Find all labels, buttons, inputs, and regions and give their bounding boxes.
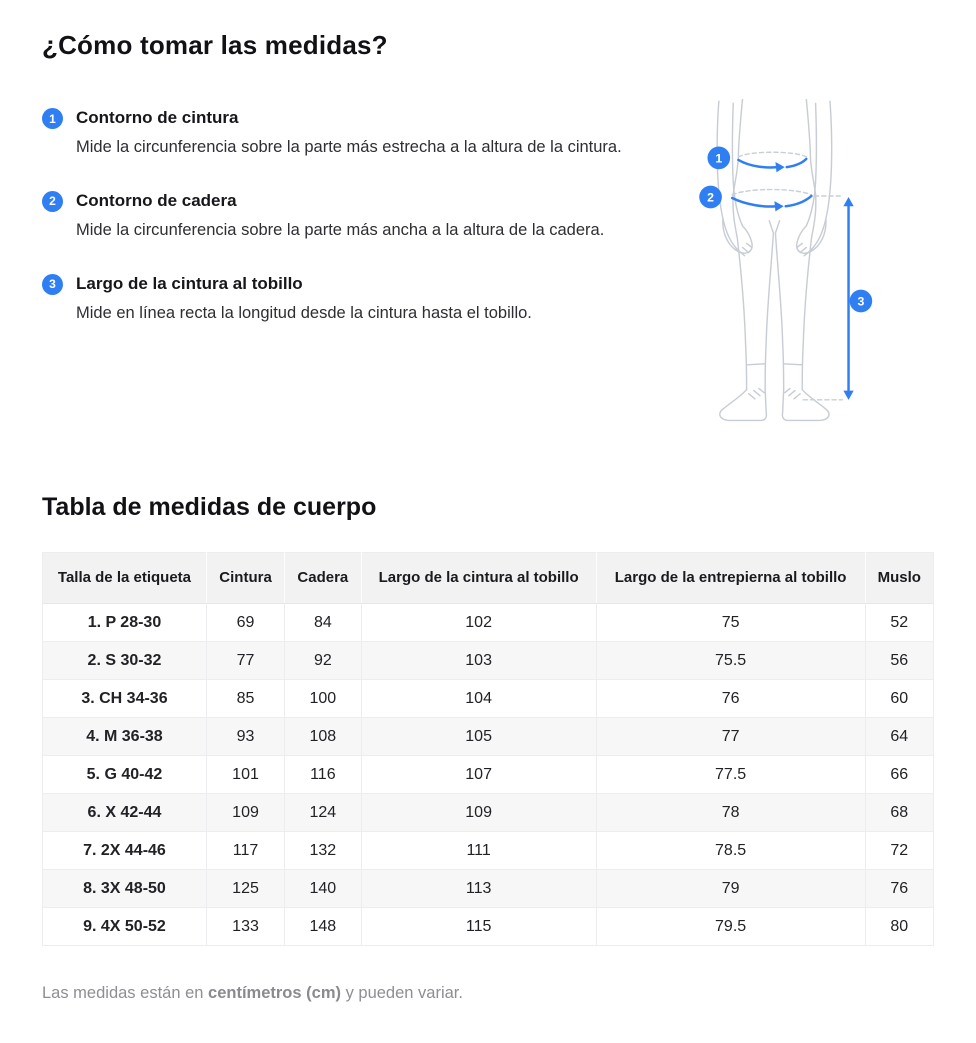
measurement-cell: 60 bbox=[865, 680, 933, 718]
measurement-cell: 148 bbox=[285, 908, 361, 946]
measurement-step bbox=[42, 273, 646, 326]
footnote-suffix: y pueden variar. bbox=[340, 984, 463, 1003]
size-label-cell: 7. 2X 44-46 bbox=[43, 832, 207, 870]
table-header-row bbox=[43, 553, 934, 604]
size-label-cell: 3. CH 34-36 bbox=[43, 680, 207, 718]
table-title: Tabla de medidas de cuerpo bbox=[42, 493, 377, 521]
measurement-cell: 104 bbox=[361, 680, 596, 718]
table-row bbox=[43, 870, 934, 908]
measurement-cell: 76 bbox=[865, 870, 933, 908]
column-header: Largo de la entrepierna al tobillo bbox=[596, 553, 865, 604]
svg-text:3: 3 bbox=[857, 294, 865, 309]
body-outline-illustration bbox=[717, 99, 832, 420]
measurement-cell: 105 bbox=[361, 718, 596, 756]
table-row bbox=[43, 908, 934, 946]
measurement-cell: 78 bbox=[596, 794, 865, 832]
table-row bbox=[43, 604, 934, 642]
column-header: Cadera bbox=[285, 553, 361, 604]
measurement-cell: 85 bbox=[206, 680, 284, 718]
table-row bbox=[43, 794, 934, 832]
measurement-cell: 93 bbox=[206, 718, 284, 756]
size-label-cell: 5. G 40-42 bbox=[43, 756, 207, 794]
measurement-cell: 77.5 bbox=[596, 756, 865, 794]
hip-arrow bbox=[732, 198, 776, 206]
table-row bbox=[43, 642, 934, 680]
step-description: Mide la circunferencia sobre la parte más ancha a la altura de la cadera. bbox=[76, 220, 605, 239]
table-row bbox=[43, 718, 934, 756]
measurement-cell: 84 bbox=[285, 604, 361, 642]
step-number-badge: 3 bbox=[42, 274, 63, 295]
column-header: Cintura bbox=[206, 553, 284, 604]
measurement-cell: 77 bbox=[206, 642, 284, 680]
size-label-cell: 1. P 28-30 bbox=[43, 604, 207, 642]
measurement-cell: 109 bbox=[206, 794, 284, 832]
measurement-cell: 79.5 bbox=[596, 908, 865, 946]
measurement-cell: 69 bbox=[206, 604, 284, 642]
footnote-prefix: Las medidas están en bbox=[42, 984, 209, 1003]
measurement-cell: 116 bbox=[285, 756, 361, 794]
size-label-cell: 8. 3X 48-50 bbox=[43, 870, 207, 908]
step-description: Mide en línea recta la longitud desde la cintura hasta el tobillo. bbox=[76, 303, 532, 322]
measurement-cell: 78.5 bbox=[596, 832, 865, 870]
step-title: Largo de la cintura al tobillo bbox=[76, 273, 303, 293]
table-head bbox=[43, 553, 934, 604]
measurement-cell: 80 bbox=[865, 908, 933, 946]
column-header: Largo de la cintura al tobillo bbox=[361, 553, 596, 604]
measurement-cell: 103 bbox=[361, 642, 596, 680]
size-label-cell: 4. M 36-38 bbox=[43, 718, 207, 756]
units-footnote bbox=[42, 984, 934, 1003]
measurement-cell: 111 bbox=[361, 832, 596, 870]
measurement-cell: 109 bbox=[361, 794, 596, 832]
measurement-cell: 75 bbox=[596, 604, 865, 642]
body-measurement-diagram bbox=[656, 99, 934, 439]
svg-text:1: 1 bbox=[715, 151, 723, 166]
footnote-units: centímetros (cm) bbox=[208, 984, 341, 1003]
measurement-cell: 64 bbox=[865, 718, 933, 756]
measurement-cell: 140 bbox=[285, 870, 361, 908]
measurement-cell: 76 bbox=[596, 680, 865, 718]
measurement-cell: 101 bbox=[206, 756, 284, 794]
measurement-cell: 124 bbox=[285, 794, 361, 832]
measurement-cell: 92 bbox=[285, 642, 361, 680]
step-number-badge: 1 bbox=[42, 108, 63, 129]
measurement-guide-dashes bbox=[732, 152, 842, 400]
size-label-cell: 2. S 30-32 bbox=[43, 642, 207, 680]
instructions-list bbox=[42, 105, 646, 326]
how-to-measure-section bbox=[42, 105, 934, 439]
measurement-cell: 66 bbox=[865, 756, 933, 794]
measurement-step bbox=[42, 190, 646, 243]
table-row bbox=[43, 756, 934, 794]
measurement-cell: 108 bbox=[285, 718, 361, 756]
page-title: ¿Cómo tomar las medidas? bbox=[42, 30, 388, 60]
measurement-cell: 75.5 bbox=[596, 642, 865, 680]
svg-text:2: 2 bbox=[707, 190, 715, 205]
measurement-cell: 100 bbox=[285, 680, 361, 718]
column-header: Talla de la etiqueta bbox=[43, 553, 207, 604]
measurement-cell: 115 bbox=[361, 908, 596, 946]
table-row bbox=[43, 680, 934, 718]
column-header: Muslo bbox=[865, 553, 933, 604]
measurement-cell: 125 bbox=[206, 870, 284, 908]
measurement-cell: 117 bbox=[206, 832, 284, 870]
measurement-cell: 77 bbox=[596, 718, 865, 756]
table-body bbox=[43, 604, 934, 946]
waist-arrow bbox=[738, 160, 777, 168]
measurement-cell: 72 bbox=[865, 832, 933, 870]
measurement-cell: 107 bbox=[361, 756, 596, 794]
measurement-cell: 56 bbox=[865, 642, 933, 680]
measurement-cell: 133 bbox=[206, 908, 284, 946]
measurement-cell: 113 bbox=[361, 870, 596, 908]
measurement-cell: 102 bbox=[361, 604, 596, 642]
step-number-badge: 2 bbox=[42, 191, 63, 212]
measurement-step bbox=[42, 107, 646, 160]
body-measurements-table bbox=[42, 552, 934, 946]
measurement-cell: 68 bbox=[865, 794, 933, 832]
step-title: Contorno de cintura bbox=[76, 108, 239, 127]
measurement-cell: 52 bbox=[865, 604, 933, 642]
size-label-cell: 6. X 42-44 bbox=[43, 794, 207, 832]
table-row bbox=[43, 832, 934, 870]
size-label-cell: 9. 4X 50-52 bbox=[43, 908, 207, 946]
measurement-arrows bbox=[732, 159, 848, 394]
step-title: Contorno de cadera bbox=[76, 190, 237, 210]
measurement-cell: 79 bbox=[596, 870, 865, 908]
measurement-cell: 132 bbox=[285, 832, 361, 870]
step-description: Mide la circunferencia sobre la parte más estrecha a la altura de la cintura. bbox=[76, 138, 622, 156]
